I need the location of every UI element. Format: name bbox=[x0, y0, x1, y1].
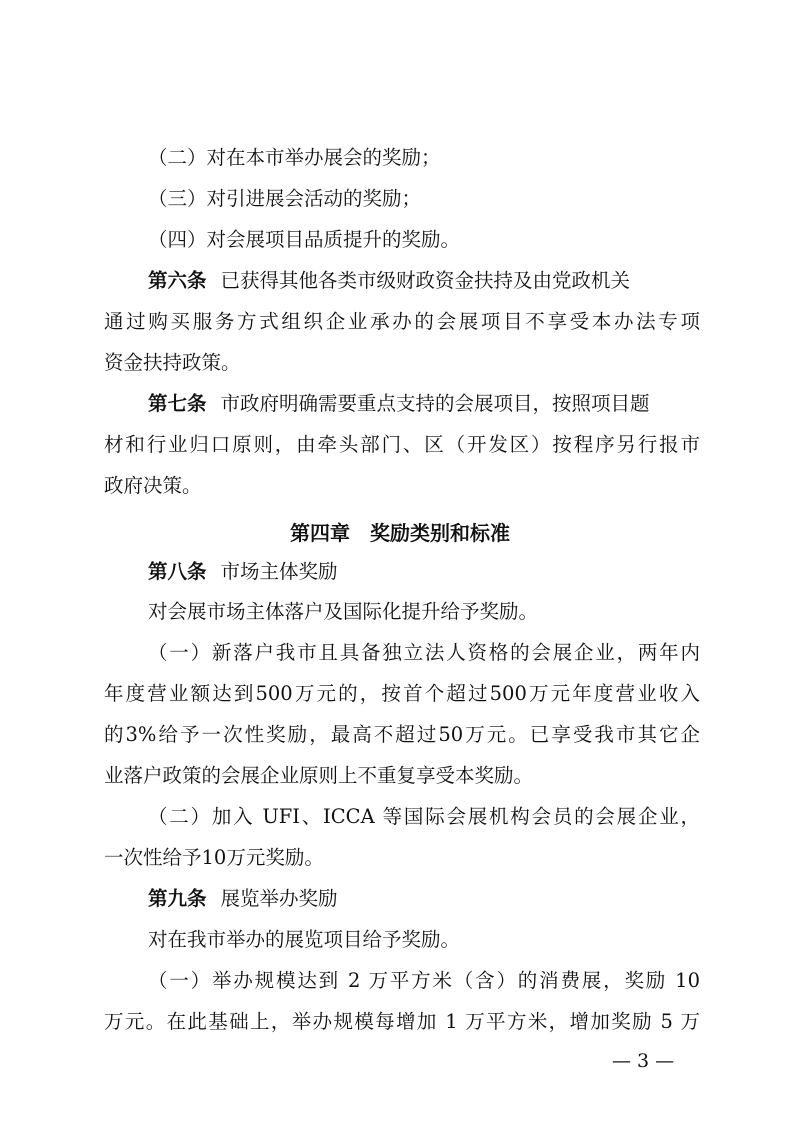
article6-first-line bbox=[148, 269, 630, 293]
article8-item2-line1: （二）加入 UFI、ICCA 等国际会展机构会员的会展企业， bbox=[148, 805, 700, 828]
article7-text-2: 材和行业归口原则，由牵头部门、区（开发区）按程序另行报市 bbox=[104, 433, 700, 456]
article7-first-line bbox=[148, 392, 650, 416]
article9-item1-line2: 万元。在此基础上，举办规模每增加 1 万平方米，增加奖励 5 万 bbox=[104, 1010, 700, 1033]
article6-text-3: 资金扶持政策。 bbox=[104, 351, 241, 374]
article7-text-3: 政府决策。 bbox=[104, 474, 202, 497]
article7-text-1: 市政府明确需要重点支持的会展项目，按照项目题 bbox=[220, 392, 650, 415]
article8-item1-line3: 的3%给予一次性奖励，最高不超过50万元。已享受我市其它企 bbox=[104, 723, 700, 746]
item-three-line: （三）对引进展会活动的奖励； bbox=[148, 187, 422, 210]
article6-text-1: 已获得其他各类市级财政资金扶持及由党政机关 bbox=[220, 269, 631, 292]
item-two-line: （二）对在本市举办展会的奖励； bbox=[148, 146, 441, 169]
article9-first-line bbox=[148, 887, 338, 911]
page-number: — 3 — bbox=[612, 1050, 675, 1072]
article6-text-2: 通过购买服务方式组织企业承办的会展项目不享受本办法专项 bbox=[104, 310, 700, 333]
article8-title: 第八条 bbox=[148, 560, 207, 583]
article9-title: 第九条 bbox=[148, 887, 207, 910]
article9-item1-line1: （一）举办规模达到 2 万平方米（含）的消费展，奖励 10 bbox=[148, 969, 700, 992]
article9-subject: 展览举办奖励 bbox=[220, 887, 338, 910]
article7-title: 第七条 bbox=[148, 392, 207, 415]
article8-item2-line2: 一次性给予10万元奖励。 bbox=[104, 846, 324, 869]
item-four-line: （四）对会展项目品质提升的奖励。 bbox=[148, 228, 461, 251]
article8-intro: 对会展市场主体落户及国际化提升给予奖励。 bbox=[148, 600, 539, 623]
article8-first-line bbox=[148, 560, 338, 584]
chapter4-heading: 第四章 奖励类别和标准 bbox=[290, 521, 510, 545]
article8-subject: 市场主体奖励 bbox=[220, 560, 338, 583]
article8-item1-line2: 年度营业额达到500万元的，按首个超过500万元年度营业收入 bbox=[104, 682, 700, 705]
article9-intro: 对在我市举办的展览项目给予奖励。 bbox=[148, 928, 461, 951]
article8-item1-line1: （一）新落户我市且具备独立法人资格的会展企业，两年内 bbox=[148, 641, 700, 664]
article6-title: 第六条 bbox=[148, 269, 207, 292]
article8-item1-line4: 业落户政策的会展企业原则上不重复享受本奖励。 bbox=[104, 764, 534, 787]
